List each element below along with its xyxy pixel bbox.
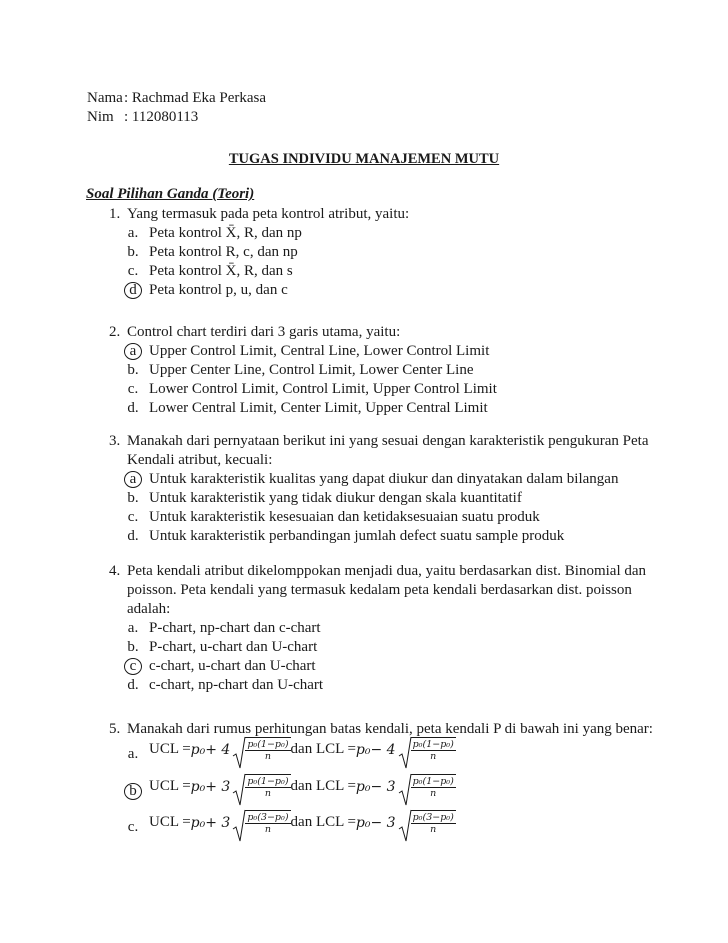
square-root [398, 810, 456, 835]
formula-part: + 3 [205, 778, 231, 795]
option-text: c-chart, u-chart dan U-chart [149, 658, 316, 674]
question-text: Kendali atribut, kecuali: [127, 452, 273, 468]
option-letter: d. [127, 677, 139, 693]
option-text: Peta kontrol p, u, dan c [149, 282, 288, 298]
fraction: $\frac{\text{p₀(3−p₀)}}{n}$ [412, 812, 454, 835]
square-root [232, 774, 290, 799]
fraction: $\frac{\text{p₀(1−p₀)}}{n}$ [247, 739, 289, 762]
formula-part: UCL = [149, 814, 191, 830]
option-text: Lower Control Limit, Control Limit, Upper Control Limit [149, 381, 497, 397]
question-text: poisson. Peta kendali yang termasuk kedalam peta kendali berdasarkan dist. poisson [127, 582, 632, 598]
control-limit-formula [149, 810, 456, 835]
option-letter: b. [127, 244, 139, 260]
question-text: adalah: [127, 601, 171, 617]
nim-label: Nim [87, 109, 114, 125]
option-text: Peta kontrol R, c, dan np [149, 244, 298, 260]
option-letter: c. [127, 819, 139, 835]
formula-part: p₀ [190, 741, 206, 758]
nama-value: : Rachmad Eka Perkasa [124, 90, 267, 106]
selected-answer-marker: b [124, 783, 142, 800]
formula-part: p₀ [355, 741, 371, 758]
square-root [398, 774, 456, 799]
fraction: $\frac{\text{p₀(1−p₀)}}{n}$ [412, 739, 454, 762]
selected-answer-marker: d [124, 282, 142, 299]
option-text: Peta kontrol X̄, R, dan s [149, 263, 293, 279]
question-number: 2. [109, 324, 121, 340]
control-limit-formula [149, 774, 456, 799]
option-text: Peta kontrol X̄, R, dan np [149, 225, 302, 241]
option-letter: c. [127, 509, 139, 525]
option-letter: b. [127, 490, 139, 506]
square-root [232, 737, 290, 762]
option-text: c-chart, np-chart dan U-chart [149, 677, 324, 693]
option-text: P-chart, np-chart dan c-chart [149, 620, 321, 636]
option-letter: a. [127, 225, 139, 241]
question-text: Peta kendali atribut dikelomppokan menjadi dua, yaitu berdasarkan dist. Binomial dan [127, 563, 647, 579]
formula-part: p₀ [355, 778, 371, 795]
option-letter: c. [127, 381, 139, 397]
question-text: Manakah dari pernyataan berikut ini yang sesuai dengan karakteristik pengukuran Peta [127, 433, 649, 449]
option-letter: b. [127, 362, 139, 378]
square-root [232, 810, 290, 835]
fraction: $\frac{\text{p₀(3−p₀)}}{n}$ [247, 812, 289, 835]
formula-part: p₀ [190, 814, 206, 831]
control-limit-formula [149, 737, 456, 762]
option-letter: d. [127, 400, 139, 416]
document-title: TUGAS INDIVIDU MANAJEMEN MUTU [228, 151, 500, 167]
option-letter: a. [127, 746, 139, 762]
option-text: P-chart, u-chart dan U-chart [149, 639, 318, 655]
question-number: 4. [109, 563, 121, 579]
formula-part: UCL = [149, 741, 191, 757]
question-number: 3. [109, 433, 121, 449]
option-text: Untuk karakteristik kesesuaian dan ketidaksesuaian suatu produk [149, 509, 540, 525]
question-number: 1. [109, 206, 121, 222]
question-text: Control chart terdiri dari 3 garis utama, yaitu: [127, 324, 401, 340]
selected-answer-marker: a [124, 471, 142, 488]
option-text: Lower Central Limit, Center Limit, Upper Central Limit [149, 400, 488, 416]
section-heading: Soal Pilihan Ganda (Teori) [86, 186, 255, 202]
fraction: $\frac{\text{p₀(1−p₀)}}{n}$ [412, 776, 454, 799]
formula-part: − 3 [370, 814, 396, 831]
formula-part: dan LCL = [290, 814, 356, 830]
option-text: Untuk karakteristik kualitas yang dapat diukur dan dinyatakan dalam bilangan [149, 471, 619, 487]
option-text: Upper Center Line, Control Limit, Lower Center Line [149, 362, 474, 378]
formula-part: − 3 [370, 778, 396, 795]
nim-value: : 112080113 [124, 109, 199, 125]
fraction: $\frac{\text{p₀(1−p₀)}}{n}$ [247, 776, 289, 799]
option-text: Untuk karakteristik perbandingan jumlah defect suatu sample produk [149, 528, 565, 544]
formula-part: − 4 [370, 741, 396, 758]
question-number: 5. [109, 721, 121, 737]
option-text: Upper Control Limit, Central Line, Lower Control Limit [149, 343, 490, 359]
question-text: Manakah dari rumus perhitungan batas kendali, peta kendali P di bawah ini yang benar: [127, 721, 653, 737]
option-letter: a. [127, 620, 139, 636]
selected-answer-marker: a [124, 343, 142, 360]
selected-answer-marker: c [124, 658, 142, 675]
formula-part: p₀ [355, 814, 371, 831]
question-text: Yang termasuk pada peta kontrol atribut, yaitu: [127, 206, 410, 222]
square-root [398, 737, 456, 762]
formula-part: UCL = [149, 778, 191, 794]
formula-part: + 4 [205, 741, 231, 758]
formula-part: dan LCL = [290, 778, 356, 794]
option-letter: b. [127, 639, 139, 655]
option-text: Untuk karakteristik yang tidak diukur dengan skala kuantitatif [149, 490, 522, 506]
option-letter: c. [127, 263, 139, 279]
nama-label: Nama [87, 90, 123, 106]
formula-part: + 3 [205, 814, 231, 831]
formula-part: p₀ [190, 778, 206, 795]
option-letter: d. [127, 528, 139, 544]
formula-part: dan LCL = [290, 741, 356, 757]
